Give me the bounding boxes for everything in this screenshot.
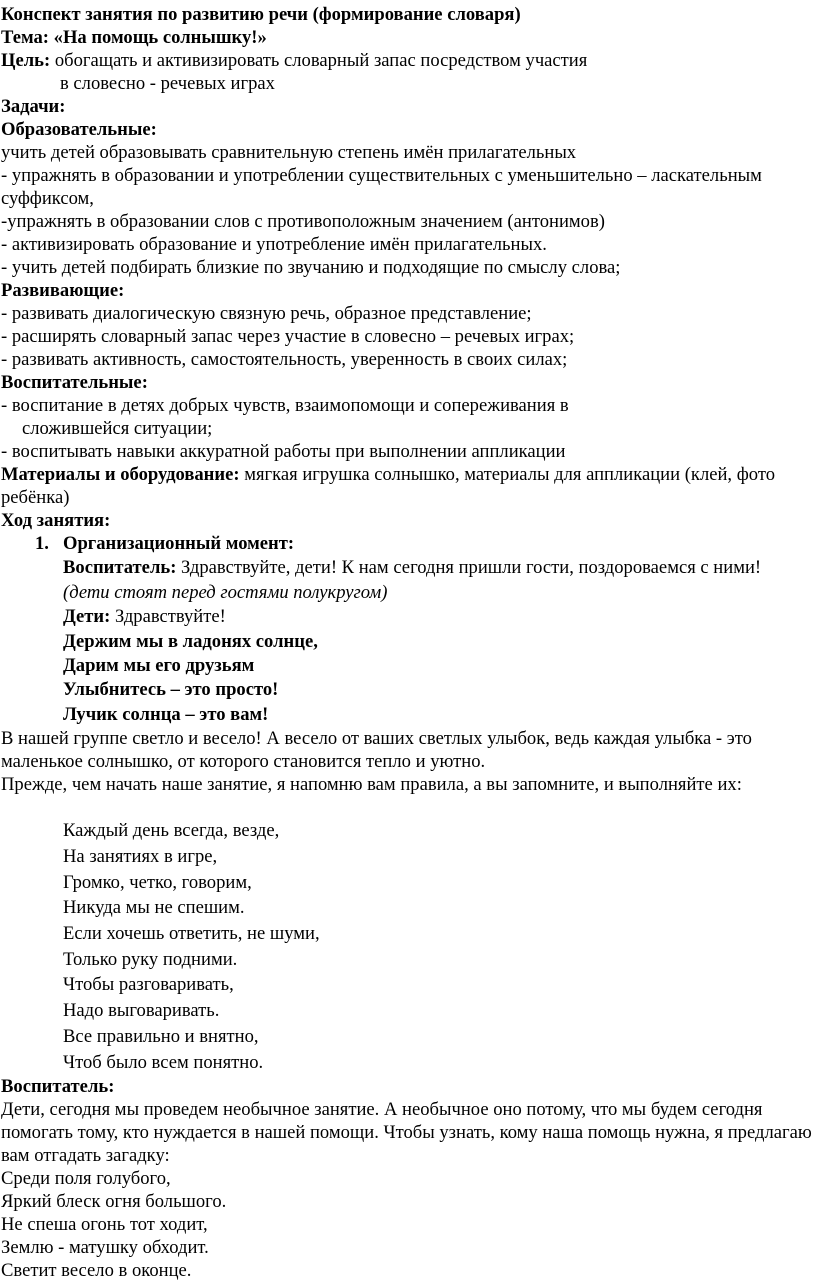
step-title: Организационный момент:: [63, 533, 295, 554]
teacher-line: [63, 556, 813, 580]
spacer: [1, 796, 813, 818]
goal-continuation: в словесно - речевых играх: [60, 73, 275, 94]
greeting-verse: Дарим мы его друзьям: [63, 655, 255, 677]
poem-line: Громко, четко, говорим,: [63, 871, 252, 893]
paragraph: Дети, сегодня мы проведем необычное занятие. А необычное оно потому, что мы будем сегодня помогать тому, кто нуждается в нашей помощи. Чтобы узнать, кому наша помощь нужна, я предлагаю вам отгадать загадку:: [1, 1099, 812, 1167]
teacher-heading: Воспитатель:: [1, 1076, 115, 1098]
edu-item: - учить детей подбирать близкие по звучанию и подходящие по смыслу слова;: [1, 257, 621, 278]
edu-heading: Образовательные:: [1, 119, 157, 140]
kids-line: [63, 605, 813, 629]
teacher-label: Воспитатель:: [63, 557, 177, 579]
dev-heading: Развивающие:: [1, 280, 125, 301]
topic-value: «На помощь солнышку!»: [53, 27, 267, 48]
dev-item: - расширять словарный запас через участие в словесно – речевых играх;: [1, 326, 575, 347]
teacher-text: Здравствуйте, дети! К нам сегодня пришли гости, поздороваемся с ними!: [176, 557, 762, 579]
poem-line: На занятиях в игре,: [63, 845, 218, 867]
topic-label: Тема:: [1, 27, 49, 48]
dev-item: - развивать активность, самостоятельность, уверенность в своих силах;: [1, 349, 568, 370]
step-1: [1, 532, 813, 556]
tasks-heading: Задачи:: [1, 96, 66, 117]
poem-line: Только руку подними.: [63, 948, 238, 970]
materials-line: [1, 463, 813, 509]
edu-item: учить детей образовывать сравнительную степень имён прилагательных: [1, 142, 577, 163]
greeting-verse: Лучик солнца – это вам!: [63, 703, 269, 725]
poem-line: Каждый день всегда, везде,: [63, 820, 280, 842]
poem-line: Чтоб было всем понятно.: [63, 1051, 264, 1073]
kids-text: Здравствуйте!: [110, 606, 226, 628]
riddle-line: Не спеша огонь тот ходит,: [1, 1214, 208, 1236]
riddle-line: Яркий блеск огня большого.: [1, 1191, 227, 1213]
greeting-dialog: [1, 556, 813, 727]
document-title: Конспект занятия по развитию речи (формирование словаря): [1, 4, 521, 25]
poem-line: Все правильно и внятно,: [63, 1025, 259, 1047]
poem-line: Надо выговаривать.: [63, 1000, 220, 1022]
document-page: [1, 3, 813, 1282]
greeting-verse: Улыбнитесь – это просто!: [63, 679, 279, 701]
edu-item: - упражнять в образовании и употреблении существительных с уменьшительно – ласкательным суффиксом,: [1, 165, 762, 209]
goal-value: обогащать и активизировать словарный запас посредством участия: [54, 50, 588, 71]
rules-poem: [1, 818, 813, 1075]
upbr-item: - воспитание в детях добрых чувств, взаимопомощи и сопереживания в: [1, 395, 569, 416]
kids-label: Дети:: [63, 606, 111, 628]
goal-label: Цель:: [1, 50, 51, 71]
edu-item: -упражнять в образовании слов с противоположным значением (антонимов): [1, 211, 605, 232]
upbr-item-continuation: сложившейся ситуации;: [22, 418, 213, 439]
course-heading: Ход занятия:: [1, 510, 111, 531]
stage-remark: (дети стоят перед гостями полукругом): [63, 581, 388, 603]
goal-line: [1, 49, 813, 72]
edu-item: - активизировать образование и употребление имён прилагательных.: [1, 234, 547, 255]
upbr-heading: Воспитательные:: [1, 372, 148, 393]
topic-line: [1, 26, 813, 49]
greeting-verse: Держим мы в ладонях солнце,: [63, 630, 318, 652]
poem-line: Если хочешь ответить, не шуми,: [63, 923, 320, 945]
paragraph: В нашей группе светло и весело! А весело от ваших светлых улыбок, ведь каждая улыбка - это маленькое солнышко, от которого становится тепло и уютно.: [1, 728, 752, 773]
poem-line: Чтобы разговаривать,: [63, 974, 234, 996]
materials-label: Материалы и оборудование:: [1, 464, 240, 485]
paragraph: Прежде, чем начать наше занятие, я напомню вам правила, а вы запомните, и выполняйте их:: [1, 774, 742, 796]
dev-item: - развивать диалогическую связную речь, образное представление;: [1, 303, 532, 324]
materials-value: мягкая игрушка солнышко, материалы для аппликации (клей, фото ребёнка): [1, 464, 776, 508]
riddle-line: Среди поля голубого,: [1, 1168, 171, 1190]
riddle-line: Светит весело в оконце.: [1, 1260, 192, 1282]
poem-line: Никуда мы не спешим.: [63, 897, 245, 919]
step-number: 1.: [35, 533, 49, 554]
riddle-line: Землю - матушку обходит.: [1, 1237, 209, 1259]
upbr-item: - воспитывать навыки аккуратной работы при выполнении аппликации: [1, 441, 566, 462]
